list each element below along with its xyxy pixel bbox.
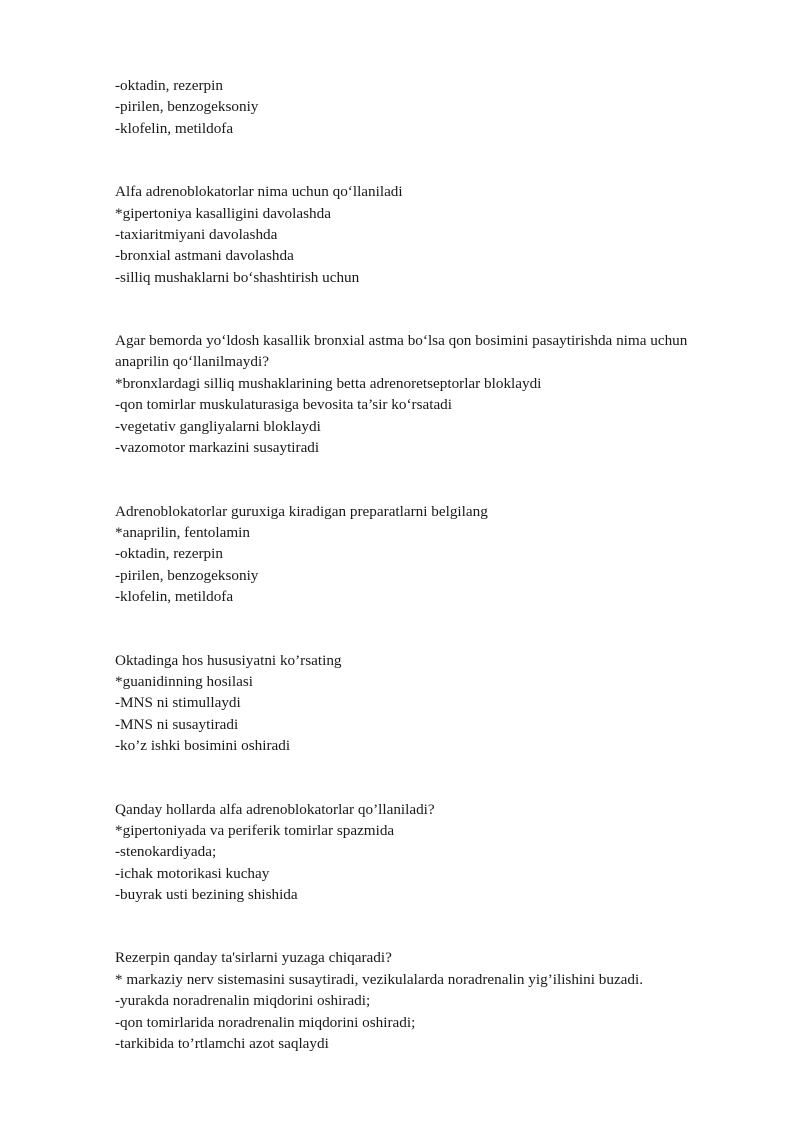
question-text: Alfa adrenoblokatorlar nima uchun qo‘llaniladi <box>115 183 403 200</box>
correct-answer: *anaprilin, fentolamin <box>115 524 250 541</box>
answer-option: -qon tomirlarida noradrenalin miqdorini oshiradi; <box>115 1014 416 1031</box>
answer-option: -tarkibida to’rtlamchi azot saqlaydi <box>115 1035 329 1052</box>
answer-option: -vazomotor markazini susaytiradi <box>115 439 320 456</box>
question-text: Qanday hollarda alfa adrenoblokatorlar qo’llaniladi? <box>115 801 435 818</box>
question-text: Rezerpin qanday ta'sirlarni yuzaga chiqaradi? <box>115 949 392 966</box>
answer-option: -MNS ni susaytiradi <box>115 716 239 733</box>
answer-option: -yurakda noradrenalin miqdorini oshiradi; <box>115 992 371 1009</box>
question-text: Agar bemorda yo‘ldosh kasallik bronxial astma bo‘lsa qon bosimini pasaytirishda nima uchun <box>115 332 688 349</box>
correct-answer: *gipertoniya kasalligini davolashda <box>115 205 331 222</box>
answer-option: -oktadin, rezerpin <box>115 77 223 94</box>
correct-answer: *guanidinning hosilasi <box>115 673 253 690</box>
question-text: Adrenoblokatorlar guruxiga kiradigan preparatlarni belgilang <box>115 503 488 520</box>
answer-option: -oktadin, rezerpin <box>115 545 223 562</box>
question-text: anaprilin qo‘llanilmaydi? <box>115 353 269 370</box>
correct-answer: * markaziy nerv sistemasini susaytiradi, vezikulalarda noradrenalin yig’ilishini buzadi. <box>115 971 644 988</box>
question-text: Oktadinga hos hususiyatni ko’rsating <box>115 652 342 669</box>
answer-option: -stenokardiyada; <box>115 843 217 860</box>
answer-option: -klofelin, metildofa <box>115 120 234 137</box>
answer-option: -silliq mushaklarni bo‘shashtirish uchun <box>115 269 360 286</box>
correct-answer: *bronxlardagi silliq mushaklarining betta adrenoretseptorlar bloklaydi <box>115 375 542 392</box>
answer-option: -ko’z ishki bosimini oshiradi <box>115 737 291 754</box>
answer-option: -pirilen, benzogeksoniy <box>115 567 259 584</box>
answer-option: -bronxial astmani davolashda <box>115 247 294 264</box>
answer-option: -klofelin, metildofa <box>115 588 234 605</box>
answer-option: -qon tomirlar muskulaturasiga bevosita ta’sir ko‘rsatadi <box>115 396 452 413</box>
answer-option: -taxiaritmiyani davolashda <box>115 226 278 243</box>
answer-option: -vegetativ gangliyalarni bloklaydi <box>115 418 321 435</box>
answer-option: -ichak motorikasi kuchay <box>115 865 270 882</box>
correct-answer: *gipertoniyada va periferik tomirlar spazmida <box>115 822 395 839</box>
answer-option: -buyrak usti bezining shishida <box>115 886 298 903</box>
answer-option: -pirilen, benzogeksoniy <box>115 98 259 115</box>
answer-option: -MNS ni stimullaydi <box>115 694 241 711</box>
